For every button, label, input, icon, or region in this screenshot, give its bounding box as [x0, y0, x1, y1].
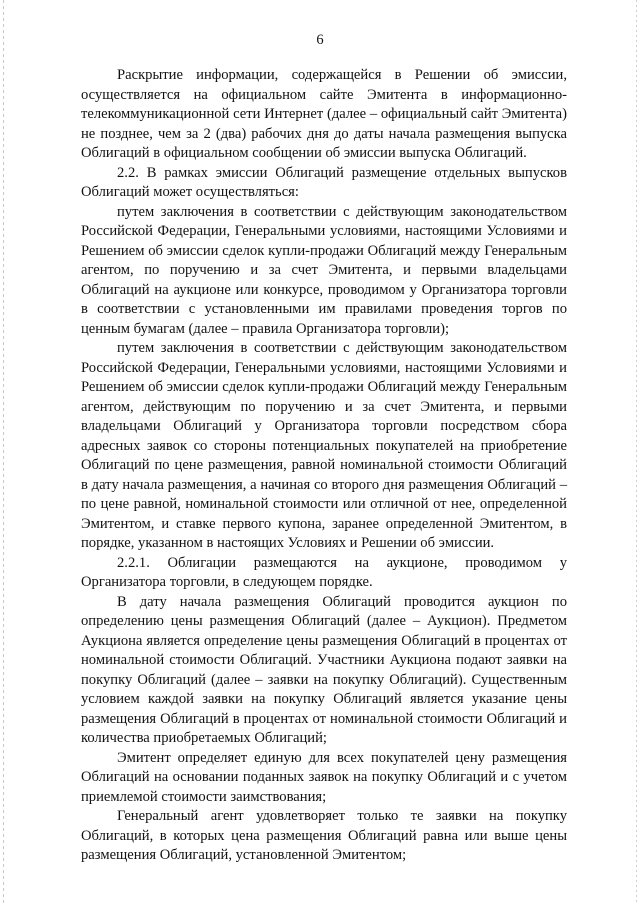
paragraph-auction-start: В дату начала размещения Облигаций проводится аукцион по определению цены размещения Облигаций (далее – Аукцион). Предметом Аукциона является определение цены размещения Облигаций в процентах от номинальной стоимости Облигаций. Участники Аукциона подают заявки на покупку Облигаций (далее – заявки на покупку Облигаций). Существенным условием каждой заявки на покупку Облигаций является указание цены размещения Облигаций в процентах от номинальной стоимости Облигаций и количества приобретаемых Облигаций;	[81, 593, 567, 746]
scan-edge-left	[3, 0, 4, 905]
document-body	[81, 66, 567, 866]
paragraph-agent-satisfies: Генеральный агент удовлетворяет только те заявки на покупку Облигаций, в которых цена размещения Облигаций равна или выше цены размещения Облигаций, установленной Эмитентом;	[81, 808, 567, 863]
paragraph-issuer-price: Эмитент определяет единую для всех покупателей цену размещения Облигаций на основании поданных заявок на покупку Облигаций и с учетом приемлемой стоимости заимствования;	[81, 749, 567, 805]
page-number: 6	[316, 32, 324, 48]
paragraph-bookbuilding-method: путем заключения в соответствии с действующим законодательством Российской Федерации, Генеральными условиями, настоящими Условиями и Решением об эмиссии сделок купли-продажи Облигаций между Генеральным агентом, действующим по поручению и за счет Эмитента, и первыми владельцами Облигаций у Организатора торговли посредством сбора адресных заявок со стороны потенциальных покупателей на приобретение Облигаций по цене размещения, равной номинальной стоимости Облигаций в дату начала размещения, а начиная со второго дня размещения Облигаций – по цене равной, номинальной стоимости или отличной от нее, определенной Эмитентом, и ставке первого купона, заранее определенной Эмитентом, в порядке, указанном в настоящих Условиях и Решении об эмиссии.	[81, 340, 567, 551]
paragraph-disclosure: Раскрытие информации, содержащейся в Решении об эмиссии, осуществляется на официальном сайте Эмитента в информационно-телекоммуникационной сети Интернет (далее – официальный сайт Эмитента) не позднее, чем за 2 (два) рабочих дня до даты начала размещения выпуска Облигаций в официальном сообщении об эмиссии выпуска Облигаций.	[81, 67, 567, 161]
scan-edge-right	[636, 0, 637, 905]
paragraph-auction-method: путем заключения в соответствии с действующим законодательством Российской Федерации, Генеральными условиями, настоящими Условиями и Решением об эмиссии сделок купли-продажи Облигаций между Генеральным агентом, по поручению и за счет Эмитента, и первыми владельцами Облигаций на аукционе или конкурсе, проводимом у Организатора торговли в соответствии с установленными им правилами проведения торгов по ценным бумагам (далее – правила Организатора торговли);	[81, 203, 567, 337]
paragraph-section-2-2: 2.2. В рамках эмиссии Облигаций размещение отдельных выпусков Облигаций может осуществляться:	[81, 164, 567, 200]
paragraph-section-2-2-1: 2.2.1. Облигации размещаются на аукционе, проводимом у Организатора торговли, в следующем порядке.	[81, 554, 567, 590]
